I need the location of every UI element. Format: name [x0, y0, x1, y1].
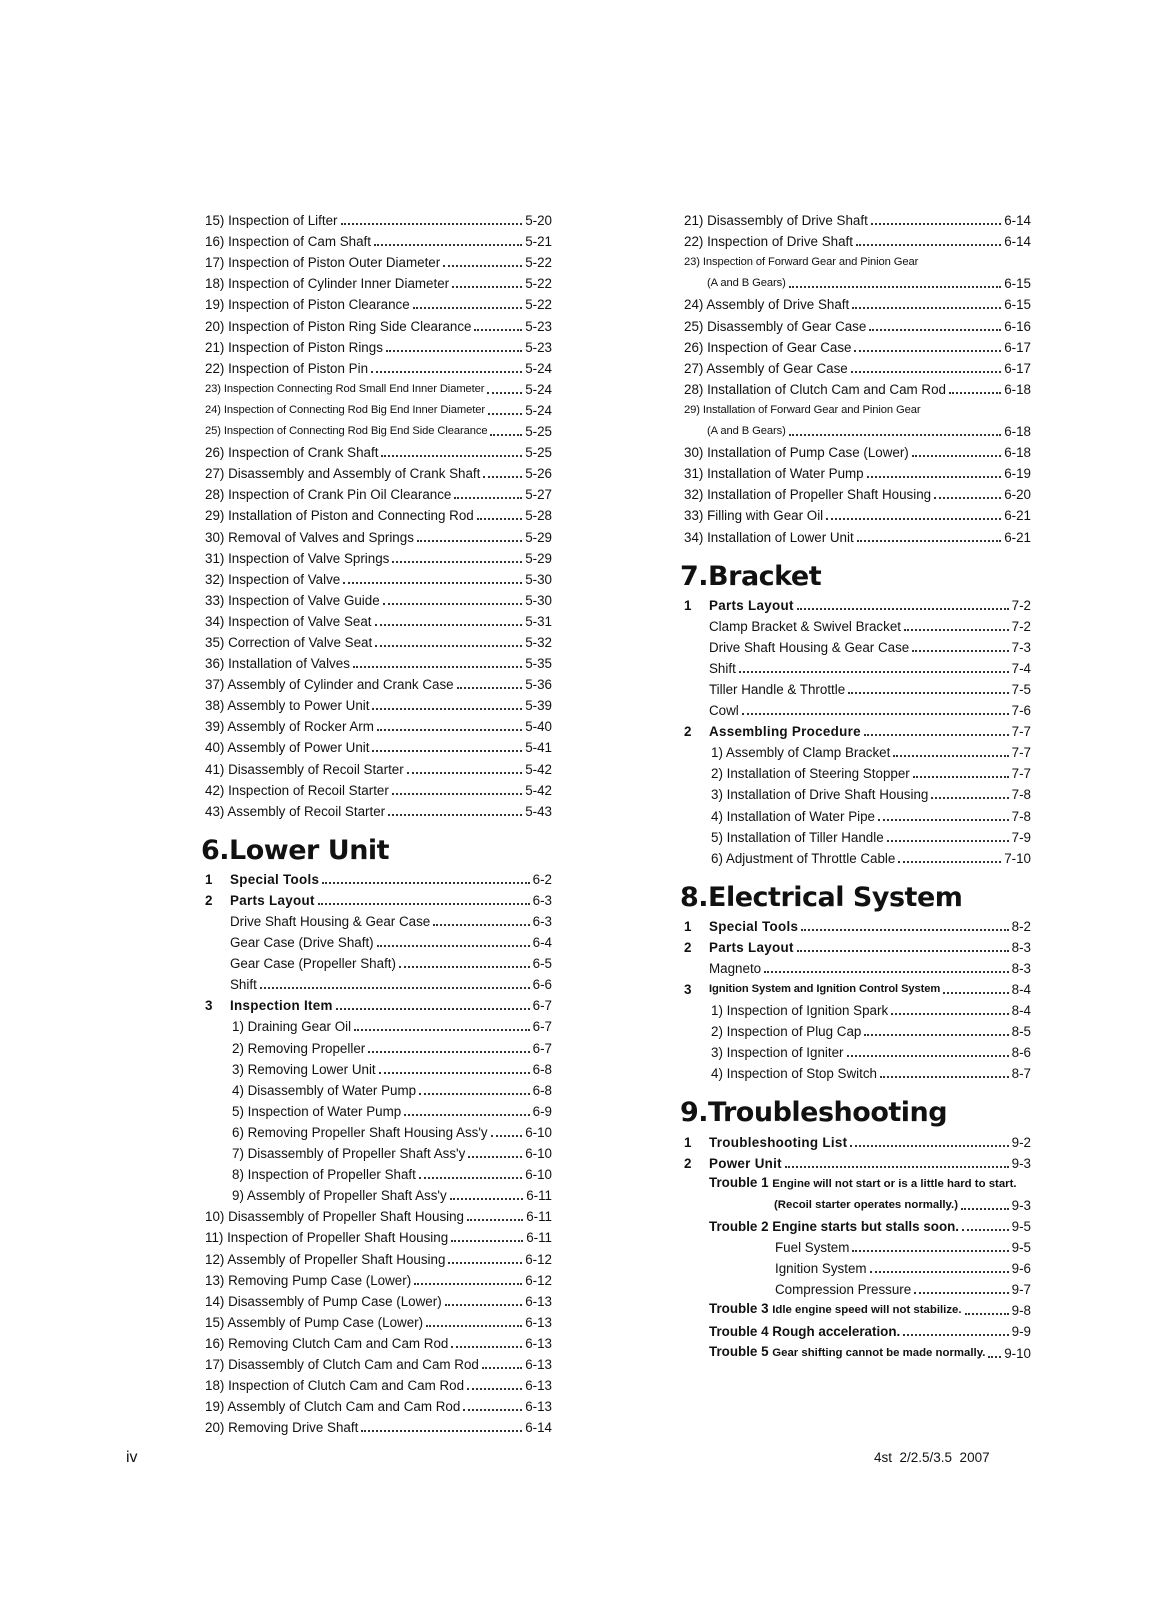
- dot-leader: [450, 1194, 524, 1200]
- toc-entry[interactable]: 30) Removal of Valves and Springs 5-29: [205, 529, 552, 545]
- dot-leader: [850, 1141, 1008, 1147]
- dot-leader: [491, 1131, 523, 1137]
- dot-leader: [375, 620, 523, 626]
- toc-entry[interactable]: 27) Disassembly and Assembly of Crank Shaft 5-26: [205, 466, 552, 482]
- toc-section[interactable]: 3 Inspection Item 6-7: [205, 998, 552, 1014]
- toc-entry[interactable]: 33) Filling with Gear Oil 6-21: [684, 508, 1031, 524]
- toc-entry[interactable]: 34) Inspection of Valve Seat 5-31: [205, 613, 552, 629]
- dot-leader: [377, 941, 530, 947]
- dot-leader: [361, 1426, 522, 1432]
- toc-entry[interactable]: 2) Inspection of Plug Cap 8-5: [711, 1024, 1031, 1040]
- dot-leader: [379, 1068, 530, 1074]
- dot-leader: [354, 1025, 530, 1031]
- toc-entry[interactable]: 24) Assembly of Drive Shaft 6-15: [684, 297, 1031, 313]
- dot-leader: [903, 1330, 1008, 1336]
- dot-leader: [912, 646, 1008, 652]
- dot-leader: [490, 430, 522, 436]
- dot-leader: [891, 1009, 1008, 1015]
- toc-entry[interactable]: Drive Shaft Housing & Gear Case 6-3: [230, 914, 552, 929]
- right-toc-column: [680, 208, 1031, 1362]
- toc-entry[interactable]: 15) Inspection of Lifter 5-20: [205, 213, 552, 229]
- dot-leader: [869, 325, 1001, 331]
- dot-leader: [448, 1258, 522, 1264]
- chapter-heading-bracket: 7.Bracket: [680, 560, 822, 592]
- dot-leader: [898, 857, 1001, 863]
- toc-entry[interactable]: 43) Assembly of Recoil Starter 5-43: [205, 803, 552, 819]
- toc-entry[interactable]: 38) Assembly to Power Unit 5-39: [205, 698, 552, 714]
- trouble-description: Gear shifting cannot be made normally.: [772, 1346, 986, 1359]
- dot-leader: [962, 1225, 1009, 1231]
- toc-entry[interactable]: 22) Inspection of Piston Pin 5-24: [205, 360, 552, 376]
- toc-entry[interactable]: 15) Assembly of Pump Case (Lower) 6-13: [205, 1314, 552, 1330]
- dot-leader: [353, 662, 522, 668]
- dot-leader: [386, 346, 522, 352]
- dot-leader: [374, 240, 522, 246]
- toc-entry[interactable]: Gear Case (Propeller Shaft) 6-5: [230, 956, 552, 972]
- toc-entry[interactable]: 23) Inspection of Forward Gear and Pinion Gear: [684, 256, 919, 269]
- dot-leader: [381, 451, 522, 457]
- toc-entry[interactable]: 23) Inspection Connecting Rod Small End Inner Diameter 5-24: [205, 381, 552, 397]
- toc-entry[interactable]: 25) Inspection of Connecting Rod Big End Side Clearance 5-25: [205, 424, 552, 440]
- dot-leader: [893, 751, 1008, 757]
- chapter-heading-electrical-system: 8.Electrical System: [680, 881, 963, 913]
- dot-leader: [451, 1342, 522, 1348]
- dot-leader: [856, 240, 1001, 246]
- toc-entry[interactable]: 18) Inspection of Cylinder Inner Diameter 5-22: [205, 276, 552, 292]
- toc-entry[interactable]: Cowl 7-6: [709, 703, 1031, 719]
- dot-leader: [797, 946, 1009, 952]
- toc-section[interactable]: 3 Ignition System and Ignition Control System 8-4: [684, 982, 1031, 998]
- toc-entry[interactable]: 34) Installation of Lower Unit 6-21: [684, 529, 1031, 545]
- toc-entry[interactable]: Compression Pressure 9-7: [775, 1282, 1031, 1298]
- toc-entry[interactable]: 16) Inspection of Cam Shaft 5-21: [205, 234, 552, 250]
- toc-entry[interactable]: 31) Inspection of Valve Springs 5-29: [205, 550, 552, 566]
- toc-entry[interactable]: 14) Disassembly of Pump Case (Lower) 6-13: [205, 1293, 552, 1309]
- toc-entry[interactable]: 12) Assembly of Propeller Shaft Housing 6-12: [205, 1251, 552, 1267]
- toc-entry[interactable]: 27) Assembly of Gear Case 6-17: [684, 360, 1031, 376]
- toc-entry[interactable]: 8) Inspection of Propeller Shaft 6-10: [232, 1167, 552, 1183]
- toc-entry[interactable]: 32) Inspection of Valve 5-30: [205, 571, 552, 587]
- dot-leader: [368, 1047, 529, 1053]
- dot-leader: [848, 688, 1008, 694]
- dot-leader: [961, 1204, 1009, 1210]
- dot-leader: [482, 1363, 522, 1369]
- dot-leader: [445, 1300, 523, 1306]
- dot-leader: [871, 219, 1001, 225]
- trouble-label: Trouble 5: [709, 1343, 769, 1359]
- dot-leader: [477, 514, 522, 520]
- dot-leader: [764, 967, 1009, 973]
- toc-entry[interactable]: 39) Assembly of Rocker Arm 5-40: [205, 719, 552, 735]
- toc-entry[interactable]: 3) Removing Lower Unit 6-8: [232, 1061, 552, 1077]
- dot-leader: [372, 704, 522, 710]
- toc-entry[interactable]: 36) Installation of Valves 5-35: [205, 656, 552, 672]
- toc-entry[interactable]: 31) Installation of Water Pump 6-19: [684, 466, 1031, 482]
- dot-leader: [878, 815, 1009, 821]
- dot-leader: [864, 1030, 1008, 1036]
- toc-entry[interactable]: 21) Disassembly of Drive Shaft 6-14: [684, 213, 1031, 229]
- dot-leader: [785, 1162, 1009, 1168]
- dot-leader: [854, 346, 1001, 352]
- trouble-entry[interactable]: Trouble 2 Engine starts but stalls soon. 9-5: [709, 1218, 1031, 1234]
- toc-entry[interactable]: 28) Installation of Clutch Cam and Cam Rod 6-18: [684, 381, 1031, 397]
- toc-section[interactable]: 2 Assembling Procedure 7-7: [684, 724, 1031, 740]
- page-number: iv: [126, 1449, 138, 1466]
- trouble-entry[interactable]: [684, 1172, 1031, 1193]
- toc-entry[interactable]: 30) Installation of Pump Case (Lower) 6-18: [684, 445, 1031, 461]
- trouble-label: Trouble 2: [709, 1218, 769, 1234]
- toc-entry[interactable]: 9) Assembly of Propeller Shaft Ass'y 6-11: [232, 1188, 552, 1204]
- toc-entry[interactable]: 17) Disassembly of Clutch Cam and Cam Rod 6-13: [205, 1356, 552, 1372]
- dot-leader: [949, 388, 1001, 394]
- dot-leader: [468, 1152, 522, 1158]
- dot-leader: [392, 789, 522, 795]
- dot-leader: [867, 472, 1002, 478]
- dot-leader: [417, 536, 522, 542]
- dot-leader: [433, 920, 529, 926]
- toc-section[interactable]: 1 Parts Layout 7-2: [684, 597, 1031, 613]
- toc-entry[interactable]: 32) Installation of Propeller Shaft Housing 6-20: [684, 487, 1031, 503]
- toc-entry[interactable]: 6) Adjustment of Throttle Cable 7-10: [711, 850, 1031, 866]
- toc-entry[interactable]: 1) Draining Gear Oil 6-7: [232, 1019, 552, 1035]
- trouble-entry[interactable]: Trouble 4 Rough acceleration. 9-9: [709, 1324, 1031, 1340]
- dot-leader: [789, 282, 1001, 288]
- toc-entry[interactable]: 5) Inspection of Water Pump 6-9: [232, 1103, 552, 1119]
- trouble-label: Trouble 4: [709, 1324, 769, 1340]
- toc-entry[interactable]: Tiller Handle & Throttle 7-5: [709, 681, 1031, 697]
- dot-leader: [965, 1309, 1009, 1315]
- toc-entry[interactable]: 29) Installation of Forward Gear and Pinion Gear: [684, 403, 921, 416]
- dot-leader: [914, 1288, 1008, 1294]
- dot-leader: [419, 1173, 522, 1179]
- toc-entry[interactable]: Magneto 8-3: [709, 961, 1031, 976]
- toc-entry[interactable]: 3) Installation of Drive Shaft Housing 7-8: [711, 787, 1031, 803]
- trouble-description: Idle engine speed will not stabilize.: [772, 1304, 962, 1317]
- toc-entry[interactable]: Ignition System 9-6: [775, 1261, 1031, 1277]
- dot-leader: [399, 962, 530, 968]
- dot-leader: [742, 709, 1009, 715]
- dot-leader: [371, 367, 522, 373]
- dot-leader: [943, 988, 1008, 994]
- dot-leader: [887, 836, 1009, 842]
- toc-entry[interactable]: 26) Inspection of Crank Shaft 5-25: [205, 445, 552, 461]
- dot-leader: [392, 557, 522, 563]
- toc-entry[interactable]: 22) Inspection of Drive Shaft 6-14: [684, 234, 1031, 250]
- dot-leader: [467, 1215, 523, 1221]
- dot-leader: [934, 493, 1001, 499]
- toc-entry[interactable]: 5) Installation of Tiller Handle 7-9: [711, 829, 1031, 845]
- dot-leader: [260, 983, 530, 989]
- dot-leader: [483, 472, 522, 478]
- dot-leader: [851, 367, 1001, 373]
- dot-leader: [847, 1051, 1009, 1057]
- toc-entry[interactable]: 16) Removing Clutch Cam and Cam Rod 6-13: [205, 1335, 552, 1351]
- trouble-description: Engine starts but stalls soon.: [772, 1218, 960, 1234]
- dot-leader: [407, 768, 522, 774]
- toc-entry[interactable]: 7) Disassembly of Propeller Shaft Ass'y 6-10: [232, 1146, 552, 1162]
- toc-entry[interactable]: 4) Inspection of Stop Switch 8-7: [711, 1066, 1031, 1082]
- dot-leader: [426, 1321, 522, 1327]
- dot-leader: [488, 409, 522, 415]
- toc-entry[interactable]: 20) Removing Drive Shaft 6-14: [205, 1420, 552, 1436]
- toc-entry[interactable]: Clamp Bracket & Swivel Bracket 7-2: [709, 618, 1031, 634]
- dot-leader: [336, 1004, 530, 1010]
- trouble-description: Rough acceleration.: [772, 1324, 901, 1340]
- toc-entry[interactable]: 3) Inspection of Igniter 8-6: [711, 1045, 1031, 1061]
- dot-leader: [487, 388, 522, 394]
- dot-leader: [797, 604, 1009, 610]
- trouble-label: Trouble 1: [709, 1174, 769, 1190]
- trouble-entry[interactable]: Trouble 3 Idle engine speed will not stabilize. 9-8: [709, 1301, 1031, 1319]
- toc-section[interactable]: 2 Parts Layout 6-3: [205, 892, 552, 908]
- trouble-entry[interactable]: Trouble 5 Gear shifting cannot be made normally. 9-10: [709, 1343, 1031, 1361]
- dot-leader: [419, 1089, 530, 1095]
- dot-leader: [413, 303, 522, 309]
- trouble-entry-continued[interactable]: (Recoil starter operates normally.) 9-3: [774, 1197, 1031, 1213]
- toc-entry[interactable]: 41) Disassembly of Recoil Starter 5-42: [205, 761, 552, 777]
- toc-entry[interactable]: 21) Inspection of Piston Rings 5-23: [205, 339, 552, 355]
- dot-leader: [801, 925, 1008, 931]
- dot-leader: [467, 1384, 522, 1390]
- dot-leader: [864, 730, 1009, 736]
- toc-entry[interactable]: 20) Inspection of Piston Ring Side Clearance 5-23: [205, 318, 552, 334]
- toc-entry[interactable]: 11) Inspection of Propeller Shaft Housing 6-11: [205, 1230, 552, 1246]
- toc-entry[interactable]: 33) Inspection of Valve Guide 5-30: [205, 592, 552, 608]
- toc-entry[interactable]: 19) Inspection of Piston Clearance 5-22: [205, 297, 552, 313]
- dot-leader: [739, 667, 1009, 673]
- dot-leader: [388, 810, 522, 816]
- dot-leader: [789, 430, 1001, 436]
- chapter-heading-lower-unit: 6.Lower Unit: [201, 834, 390, 866]
- dot-leader: [404, 1110, 529, 1116]
- toc-entry[interactable]: 4) Disassembly of Water Pump 6-8: [232, 1082, 552, 1098]
- toc-section[interactable]: 1 Special Tools 8-2: [684, 918, 1031, 934]
- toc-entry[interactable]: 17) Inspection of Piston Outer Diameter 5-22: [205, 255, 552, 271]
- trouble-label: Trouble 3: [709, 1301, 769, 1317]
- toc-entry-continued[interactable]: (A and B Gears) 6-18: [707, 424, 1031, 440]
- dot-leader: [341, 219, 523, 225]
- dot-leader: [857, 536, 1001, 542]
- toc-section[interactable]: 2 Power Unit 9-3: [684, 1155, 1031, 1171]
- left-toc-column: [201, 208, 552, 1436]
- toc-entry[interactable]: 25) Disassembly of Gear Case 6-16: [684, 318, 1031, 334]
- chapter-heading-troubleshooting: 9.Troubleshooting: [680, 1097, 948, 1129]
- dot-leader: [372, 746, 522, 752]
- toc-entry[interactable]: 10) Disassembly of Propeller Shaft Housing 6-11: [205, 1209, 552, 1225]
- toc-entry[interactable]: 6) Removing Propeller Shaft Housing Ass'y 6-10: [232, 1124, 552, 1140]
- dot-leader: [318, 899, 530, 905]
- dot-leader: [343, 578, 522, 584]
- toc-entry[interactable]: Shift 7-4: [709, 660, 1031, 676]
- toc-entry[interactable]: 40) Assembly of Power Unit 5-41: [205, 740, 552, 756]
- toc-entry[interactable]: 13) Removing Pump Case (Lower) 6-12: [205, 1272, 552, 1288]
- dot-leader: [322, 878, 529, 884]
- toc-entry[interactable]: 1) Assembly of Clamp Bracket 7-7: [711, 745, 1031, 761]
- dot-leader: [377, 725, 522, 731]
- dot-leader: [451, 1236, 523, 1242]
- toc-entry[interactable]: Fuel System 9-5: [775, 1240, 1031, 1256]
- dot-leader: [454, 493, 522, 499]
- toc-section[interactable]: 2 Parts Layout 8-3: [684, 939, 1031, 955]
- document-id: 4st 2/2.5/3.5 2007: [874, 1450, 990, 1465]
- dot-leader: [457, 683, 523, 689]
- dot-leader: [931, 793, 1008, 799]
- dot-leader: [826, 514, 1001, 520]
- toc-entry[interactable]: Shift 6-6: [230, 977, 552, 993]
- toc-entry[interactable]: 35) Correction of Valve Seat 5-32: [205, 634, 552, 650]
- dot-leader: [383, 599, 523, 605]
- trouble-description: Engine will not start or is a little hard to start.: [772, 1177, 1017, 1190]
- dot-leader: [912, 451, 1001, 457]
- toc-entry[interactable]: 2) Installation of Steering Stopper 7-7: [711, 766, 1031, 782]
- toc-entry[interactable]: 2) Removing Propeller 6-7: [232, 1040, 552, 1056]
- dot-leader: [904, 625, 1009, 631]
- toc-entry[interactable]: 28) Inspection of Crank Pin Oil Clearance 5-27: [205, 487, 552, 503]
- toc-entry[interactable]: 1) Inspection of Ignition Spark 8-4: [711, 1003, 1031, 1019]
- toc-section[interactable]: 1 Troubleshooting List 9-2: [684, 1134, 1031, 1150]
- dot-leader: [375, 641, 522, 647]
- toc-entry[interactable]: Drive Shaft Housing & Gear Case 7-3: [709, 639, 1031, 655]
- toc-entry[interactable]: 29) Installation of Piston and Connecting Rod 5-28: [205, 508, 552, 524]
- toc-entry[interactable]: 26) Inspection of Gear Case 6-17: [684, 339, 1031, 355]
- dot-leader: [988, 1352, 1001, 1358]
- dot-leader: [443, 261, 522, 267]
- dot-leader: [414, 1279, 522, 1285]
- toc-entry[interactable]: 18) Inspection of Clutch Cam and Cam Rod 6-13: [205, 1378, 552, 1394]
- dot-leader: [913, 772, 1009, 778]
- dot-leader: [870, 1267, 1009, 1273]
- dot-leader: [852, 1246, 1008, 1252]
- dot-leader: [852, 303, 1001, 309]
- toc-section[interactable]: 1 Special Tools 6-2: [205, 871, 552, 887]
- toc-entry[interactable]: 37) Assembly of Cylinder and Crank Case 5-36: [205, 677, 552, 693]
- toc-entry[interactable]: 42) Inspection of Recoil Starter 5-42: [205, 782, 552, 798]
- dot-leader: [880, 1072, 1009, 1078]
- toc-entry[interactable]: 4) Installation of Water Pipe 7-8: [711, 808, 1031, 824]
- toc-entry[interactable]: 19) Assembly of Clutch Cam and Cam Rod 6-13: [205, 1399, 552, 1415]
- toc-entry[interactable]: Gear Case (Drive Shaft) 6-4: [230, 935, 552, 951]
- dot-leader: [463, 1405, 522, 1411]
- toc-entry[interactable]: 24) Inspection of Connecting Rod Big End Inner Diameter 5-24: [205, 402, 552, 418]
- toc-entry-continued[interactable]: (A and B Gears) 6-15: [707, 276, 1031, 292]
- dot-leader: [452, 282, 522, 288]
- dot-leader: [474, 325, 522, 331]
